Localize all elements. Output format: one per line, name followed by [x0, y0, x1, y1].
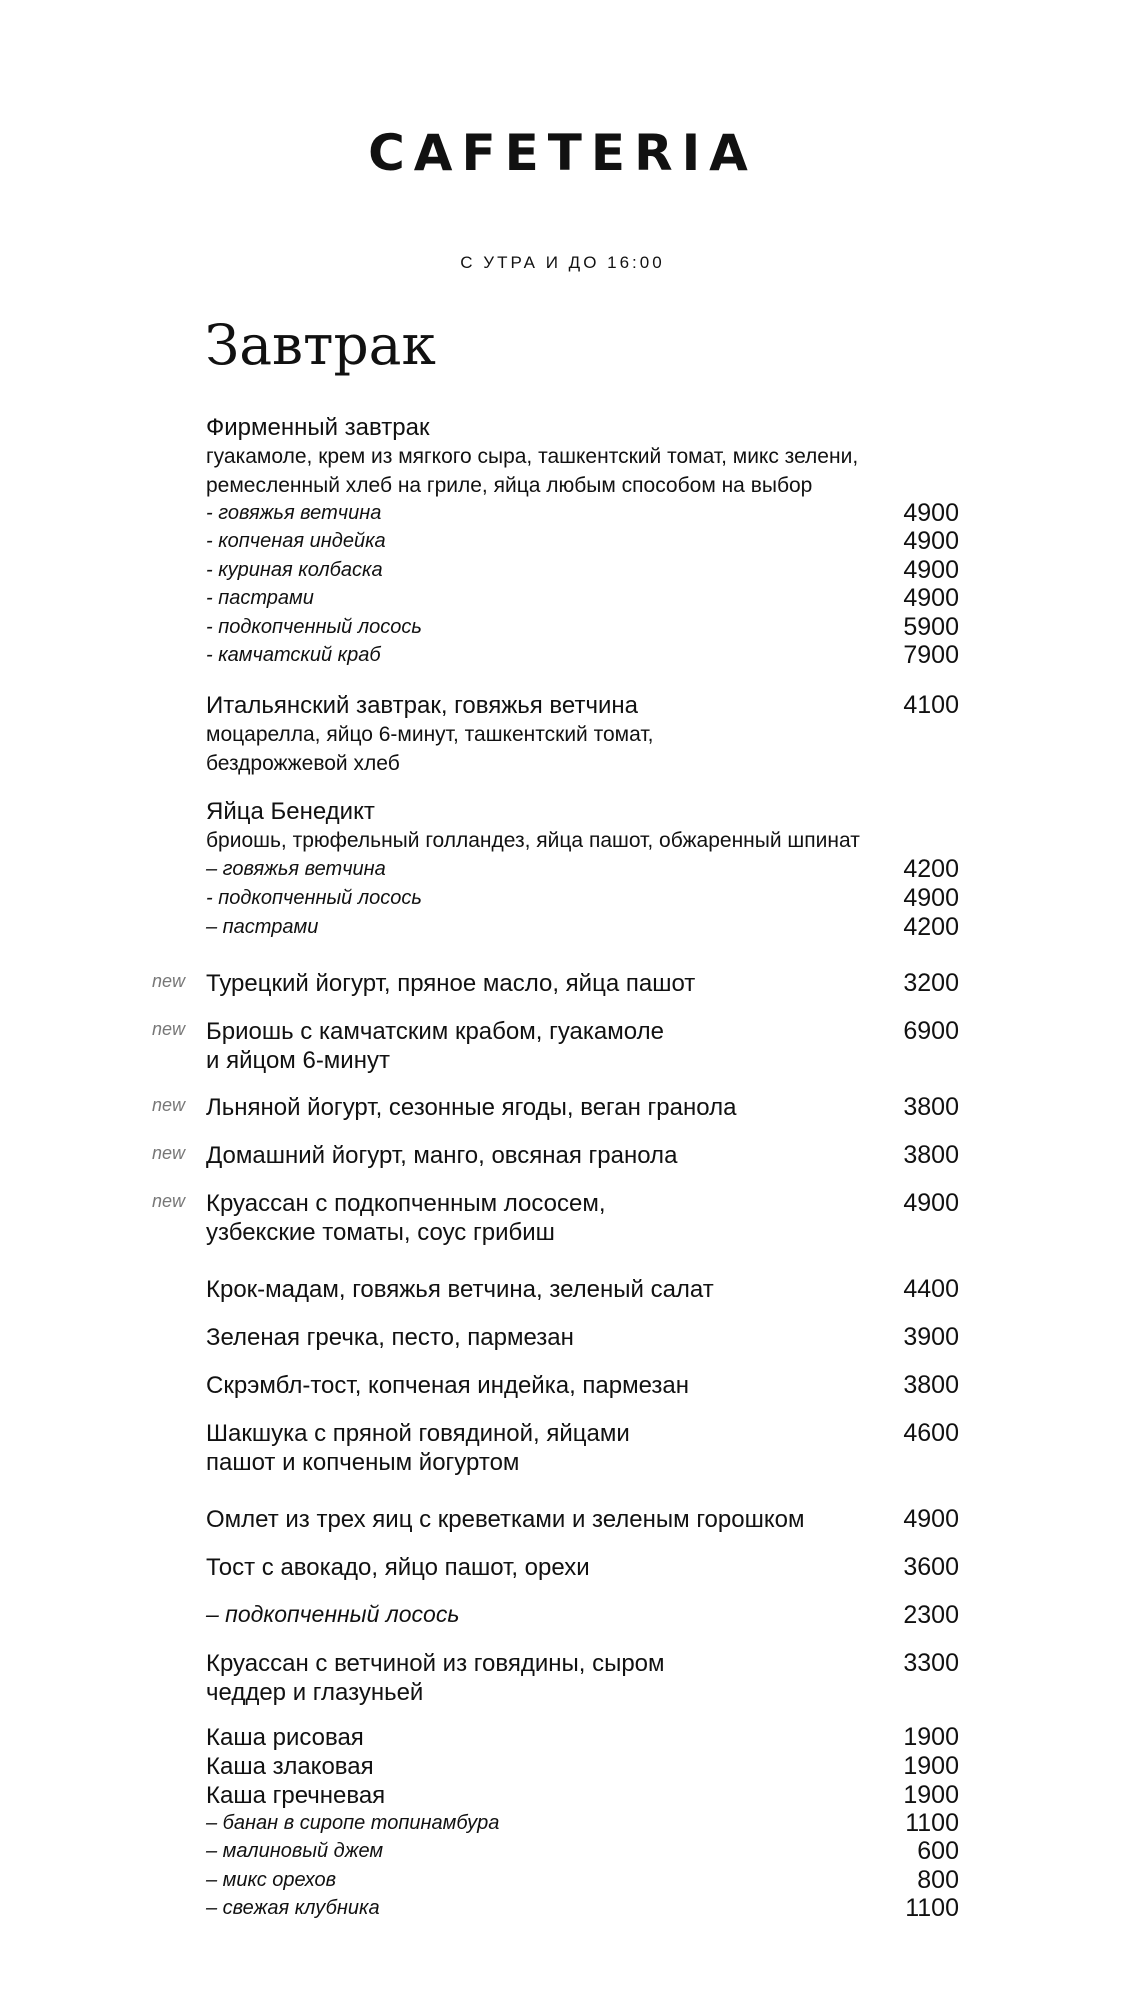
item-name: Тост с авокадо, яйцо пашот, орехи	[206, 1554, 590, 1581]
option-label: - камчатский краб	[206, 644, 381, 666]
item-description: моцарелла, яйцо 6-минут, ташкентский томат,	[206, 723, 654, 746]
item-name: Яйца Бенедикт	[206, 798, 375, 825]
option-price: 1100	[905, 1809, 959, 1837]
item-name-continued: пашот и копченым йогуртом	[206, 1449, 520, 1476]
brand-logo: CAFETERIA	[368, 124, 757, 182]
option-label: - подкопченный лосось	[206, 887, 422, 909]
item-price: 4900	[903, 1505, 959, 1533]
option-price: 4200	[903, 913, 959, 941]
item-price: 4900	[903, 1189, 959, 1217]
option-price: 4900	[903, 556, 959, 584]
item-name-continued: чеддер и глазуньей	[206, 1679, 424, 1706]
item-price: 4100	[903, 691, 959, 719]
item-name: Каша рисовая	[206, 1724, 364, 1751]
item-price: 3300	[903, 1649, 959, 1677]
item-price: 1900	[903, 1723, 959, 1751]
item-description: ремесленный хлеб на гриле, яйца любым способом на выбор	[206, 474, 813, 497]
item-name: Омлет из трех яиц с креветками и зеленым горошком	[206, 1506, 805, 1533]
item-price: 3600	[903, 1553, 959, 1581]
addon-label: – подкопченный лосось	[206, 1601, 460, 1627]
item-name: Каша злаковая	[206, 1753, 374, 1780]
item-price: 3900	[903, 1323, 959, 1351]
item-price: 3800	[903, 1093, 959, 1121]
item-name: Круассан с подкопченным лососем,	[206, 1190, 606, 1217]
item-name: Фирменный завтрак	[206, 414, 430, 441]
item-description: гуакамоле, крем из мягкого сыра, ташкентский томат, микс зелени,	[206, 445, 859, 468]
new-badge: new	[152, 1019, 186, 1039]
new-badge: new	[152, 1191, 186, 1211]
item-name: Льняной йогурт, сезонные ягоды, веган гранола	[206, 1094, 737, 1121]
option-label: - подкопченный лосось	[206, 616, 422, 638]
item-description: бездрожжевой хлеб	[206, 752, 400, 775]
item-price: 3800	[903, 1141, 959, 1169]
option-label: – пастрами	[206, 916, 319, 938]
item-price: 3200	[903, 969, 959, 997]
option-label: – свежая клубника	[206, 1897, 380, 1919]
option-label: – малиновый джем	[206, 1840, 384, 1862]
item-name: Круассан с ветчиной из говядины, сыром	[206, 1650, 665, 1677]
option-price: 7900	[903, 641, 959, 669]
service-hours: С УТРА И ДО 16:00	[460, 253, 665, 272]
item-price: 3800	[903, 1371, 959, 1399]
addon-price: 2300	[903, 1601, 959, 1629]
option-label: – говяжья ветчина	[206, 858, 386, 880]
option-price: 600	[917, 1837, 959, 1865]
item-name: Крок-мадам, говяжья ветчина, зеленый салат	[206, 1276, 714, 1303]
item-name: Турецкий йогурт, пряное масло, яйца пашот	[206, 970, 696, 997]
option-price: 1100	[905, 1894, 959, 1922]
option-price: 5900	[903, 613, 959, 641]
option-price: 800	[917, 1866, 959, 1894]
option-label: - копченая индейка	[206, 530, 386, 552]
item-price: 1900	[903, 1752, 959, 1780]
new-badge: new	[152, 1143, 186, 1163]
option-price: 4200	[903, 855, 959, 883]
new-badge: new	[152, 1095, 186, 1115]
option-label: - куриная колбаска	[206, 559, 383, 581]
item-price: 4400	[903, 1275, 959, 1303]
item-name: Каша гречневая	[206, 1782, 386, 1809]
option-price: 4900	[903, 499, 959, 527]
item-name-continued: и яйцом 6-минут	[206, 1047, 390, 1074]
option-label: – микс орехов	[206, 1869, 337, 1891]
new-badge: new	[152, 971, 186, 991]
item-name-continued: узбекские томаты, соус грибиш	[206, 1219, 555, 1246]
item-name: Скрэмбл-тост, копченая индейка, пармезан	[206, 1372, 690, 1399]
option-price: 4900	[903, 527, 959, 555]
item-price: 4600	[903, 1419, 959, 1447]
item-price: 1900	[903, 1781, 959, 1809]
option-price: 4900	[903, 884, 959, 912]
item-name: Зеленая гречка, песто, пармезан	[206, 1324, 574, 1351]
item-name: Бриошь с камчатским крабом, гуакамоле	[206, 1018, 664, 1045]
option-label: – банан в сиропе топинамбура	[206, 1812, 500, 1834]
item-description: бриошь, трюфельный голландез, яйца пашот, обжаренный шпинат	[206, 829, 860, 852]
item-name: Домашний йогурт, манго, овсяная гранола	[206, 1142, 678, 1169]
item-name: Итальянский завтрак, говяжья ветчина	[206, 692, 638, 719]
section-title: Завтрак	[205, 313, 436, 377]
option-label: - говяжья ветчина	[206, 502, 382, 524]
item-price: 6900	[903, 1017, 959, 1045]
option-price: 4900	[903, 584, 959, 612]
option-label: - пастрами	[206, 587, 314, 609]
item-name: Шакшука с пряной говядиной, яйцами	[206, 1420, 630, 1447]
